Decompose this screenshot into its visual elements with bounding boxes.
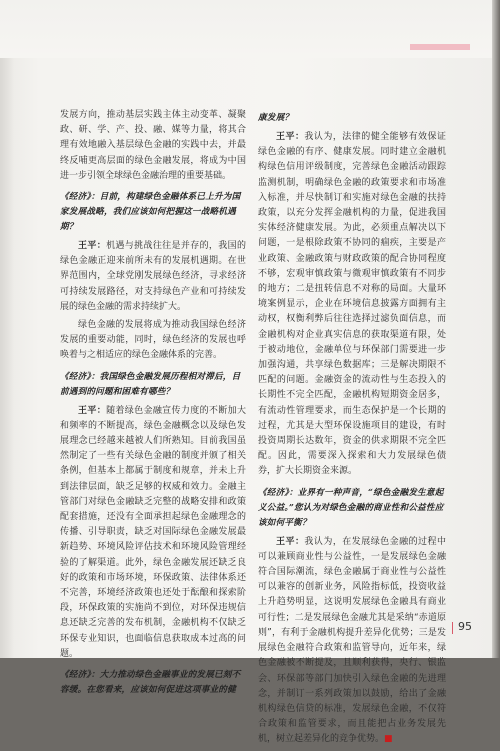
answer-paragraph	[60, 239, 246, 315]
question-continuation: 康发展？	[258, 113, 294, 123]
page-number-rule	[452, 622, 453, 634]
interview-question	[60, 190, 246, 235]
answer-paragraph	[258, 535, 446, 748]
left-column	[60, 108, 246, 702]
interview-question	[258, 486, 446, 531]
question-prefix: 《经济》：	[60, 371, 100, 382]
speaker-name: 王平：	[78, 405, 107, 416]
interview-question	[60, 668, 246, 698]
right-column	[258, 111, 446, 751]
speaker-name: 王平：	[276, 536, 305, 547]
paragraph: 绿色金融的发展将成为推动我国绿色经济发展的重要动能，同时，绿色经济的发展也呼唤着与之相适应的绿色金融体系的完善。	[60, 320, 246, 361]
header-accent-bar	[410, 44, 470, 50]
page-edge-shadow	[492, 0, 500, 658]
answer-text: 机遇与挑战往往是并存的，我国的绿色金融正迎来前所未有的发展机遇期。在世界范围内，全球党刚发展绿色经济，寻求经济可持续发展路径，对支持绿色产业和可持续发展的绿色金融的需求持续扩大。	[60, 241, 246, 312]
answer-text: 随着绿色金融宣传力度的不断加大和频率的不断提高，绿色金融概念以及绿色发展理念已经越来越被人们所熟知。目前我国虽然制定了一些有关绿色金融的制度并颁了相关条例，但基本上都属于制度和规章，并未上升到法律层面，缺乏足够的权威和效力。金融主管部门对绿色金融缺乏完整的战略安排和政策配套措施，还没有全面承担起绿色金融理念的传播、引导职责，缺乏对国际绿色金融发展最新趋势、环境风险评估技术和环境风险管理经验的了解渠道。此外，绿色金融发展还缺乏良好的政策和市场环境，环保政策、法律体系还不完善，环境经济政策也还处于酝酿和探索阶段，环保政策的实施尚不到位，对环保违规信息还缺乏完善的发布机制，金融机构不仅缺乏环保专业知识，也面临信息获取成本过高的问题。	[60, 405, 246, 659]
question-prefix: 《经济》：	[60, 192, 100, 203]
paragraph: 发展方向，推动基层实践主体主动变革、凝聚政、研、学、产、投、融、媒等力量，将其合理有效地融入基层绿色金融的实践中去，并最终反哺更高层面的绿色金融发展，将成为中国进一步引领全球绿色金融治理的重要基础。	[60, 110, 246, 181]
speaker-name: 王平：	[78, 241, 107, 252]
end-of-article-mark: ■	[384, 734, 393, 745]
question-prefix: 《经济》：	[60, 670, 100, 681]
question-text: 目前，构建绿色金融体系已上升为国家发展战略，我们应该如何把握这一战略机遇期？	[60, 192, 241, 233]
answer-paragraph	[60, 404, 246, 662]
page-number: 95	[458, 620, 472, 633]
question-text: 业界有一种声音，“绿色金融发生意起义公益。”您认为对绿色金融的商业性和公益性应该如何平衡？	[258, 487, 444, 528]
question-text: 我国绿色金融发展历程相对滞后，目前遇到的问题和困难有哪些？	[60, 371, 241, 397]
answer-text: 我认为，在发展绿色金融的过程中可以兼顾商业性与公益性，一是发展绿色金融符合国际潮流，绿色金融属于商业性与公益性可以兼容的创新业务，风险指标低，投资收益上升趋势明显，这说明发展绿色金融具有商业可行性；二是发展绿色金融尤其是采纳“赤道原则”，有利于金融机构提升差异化优势；三是发展绿色金融符合政策和监管导向，近年来，绿色金融被不断提及，且顺利获得，央行、银监会、环保部等部门加快引入绿色金融的先进理念，并制订一系列政策加以鼓励，给出了金融机构绿色信贷的标准，发展绿色金融，不仅符合政策和监管要求，而且能把占业务发展先机，树立起差异化的竞争优势。	[258, 536, 446, 745]
answer-text: 我认为，法律的健全能够有效保证绿色金融的有序、健康发展。同时建立金融机构绿色信用评级制度，完善绿色金融活动跟踪监测机制，明确绿色金融的政策要求和市场准入标准，并尽快制订和实施对绿色金融的扶持政策，以充分发挥金融机构的力量，促进我国实体经济健康发展。为此，必须重点解决以下问题，一是根除政策不协同的痼疾，主要是产业政策、金融政策与财政政策的配合协同程度不够，宏观审慎政策与微观审慎政策有不同步的地方；二是扭转信息不对称的局面。大量环境案例显示，企业在环境信息披露方面拥有主动权，权衡利弊后往往选择过滤负面信息，而金融机构对企业真实信息的获取渠道有限，处于被动地位，金融单位与环保部门需要进一步加强沟通，共享绿色数据库；三是解决期限不匹配的问题。金融资金的流动性与生态投入的长期性不完全匹配，金融机构短期资金居多，有流动性管理要求，而生态保护是一个长期的过程，尤其是大型环保设施项目的建设，有时投资周期长达数年，资金的供求期限不完全匹配。因此，需要深入探索和大力发展绿色债券，扩大长期资金来源。	[258, 132, 446, 477]
speaker-name: 王平：	[276, 132, 305, 142]
gutter-shade	[0, 0, 14, 658]
question-prefix: 《经济》：	[258, 487, 298, 498]
interview-question	[60, 370, 246, 400]
question-text: 大力推动绿色金融事业的发展已刻不容缓。在您看来，应该如何促进这项事业的健	[60, 670, 241, 696]
answer-paragraph	[258, 130, 446, 480]
